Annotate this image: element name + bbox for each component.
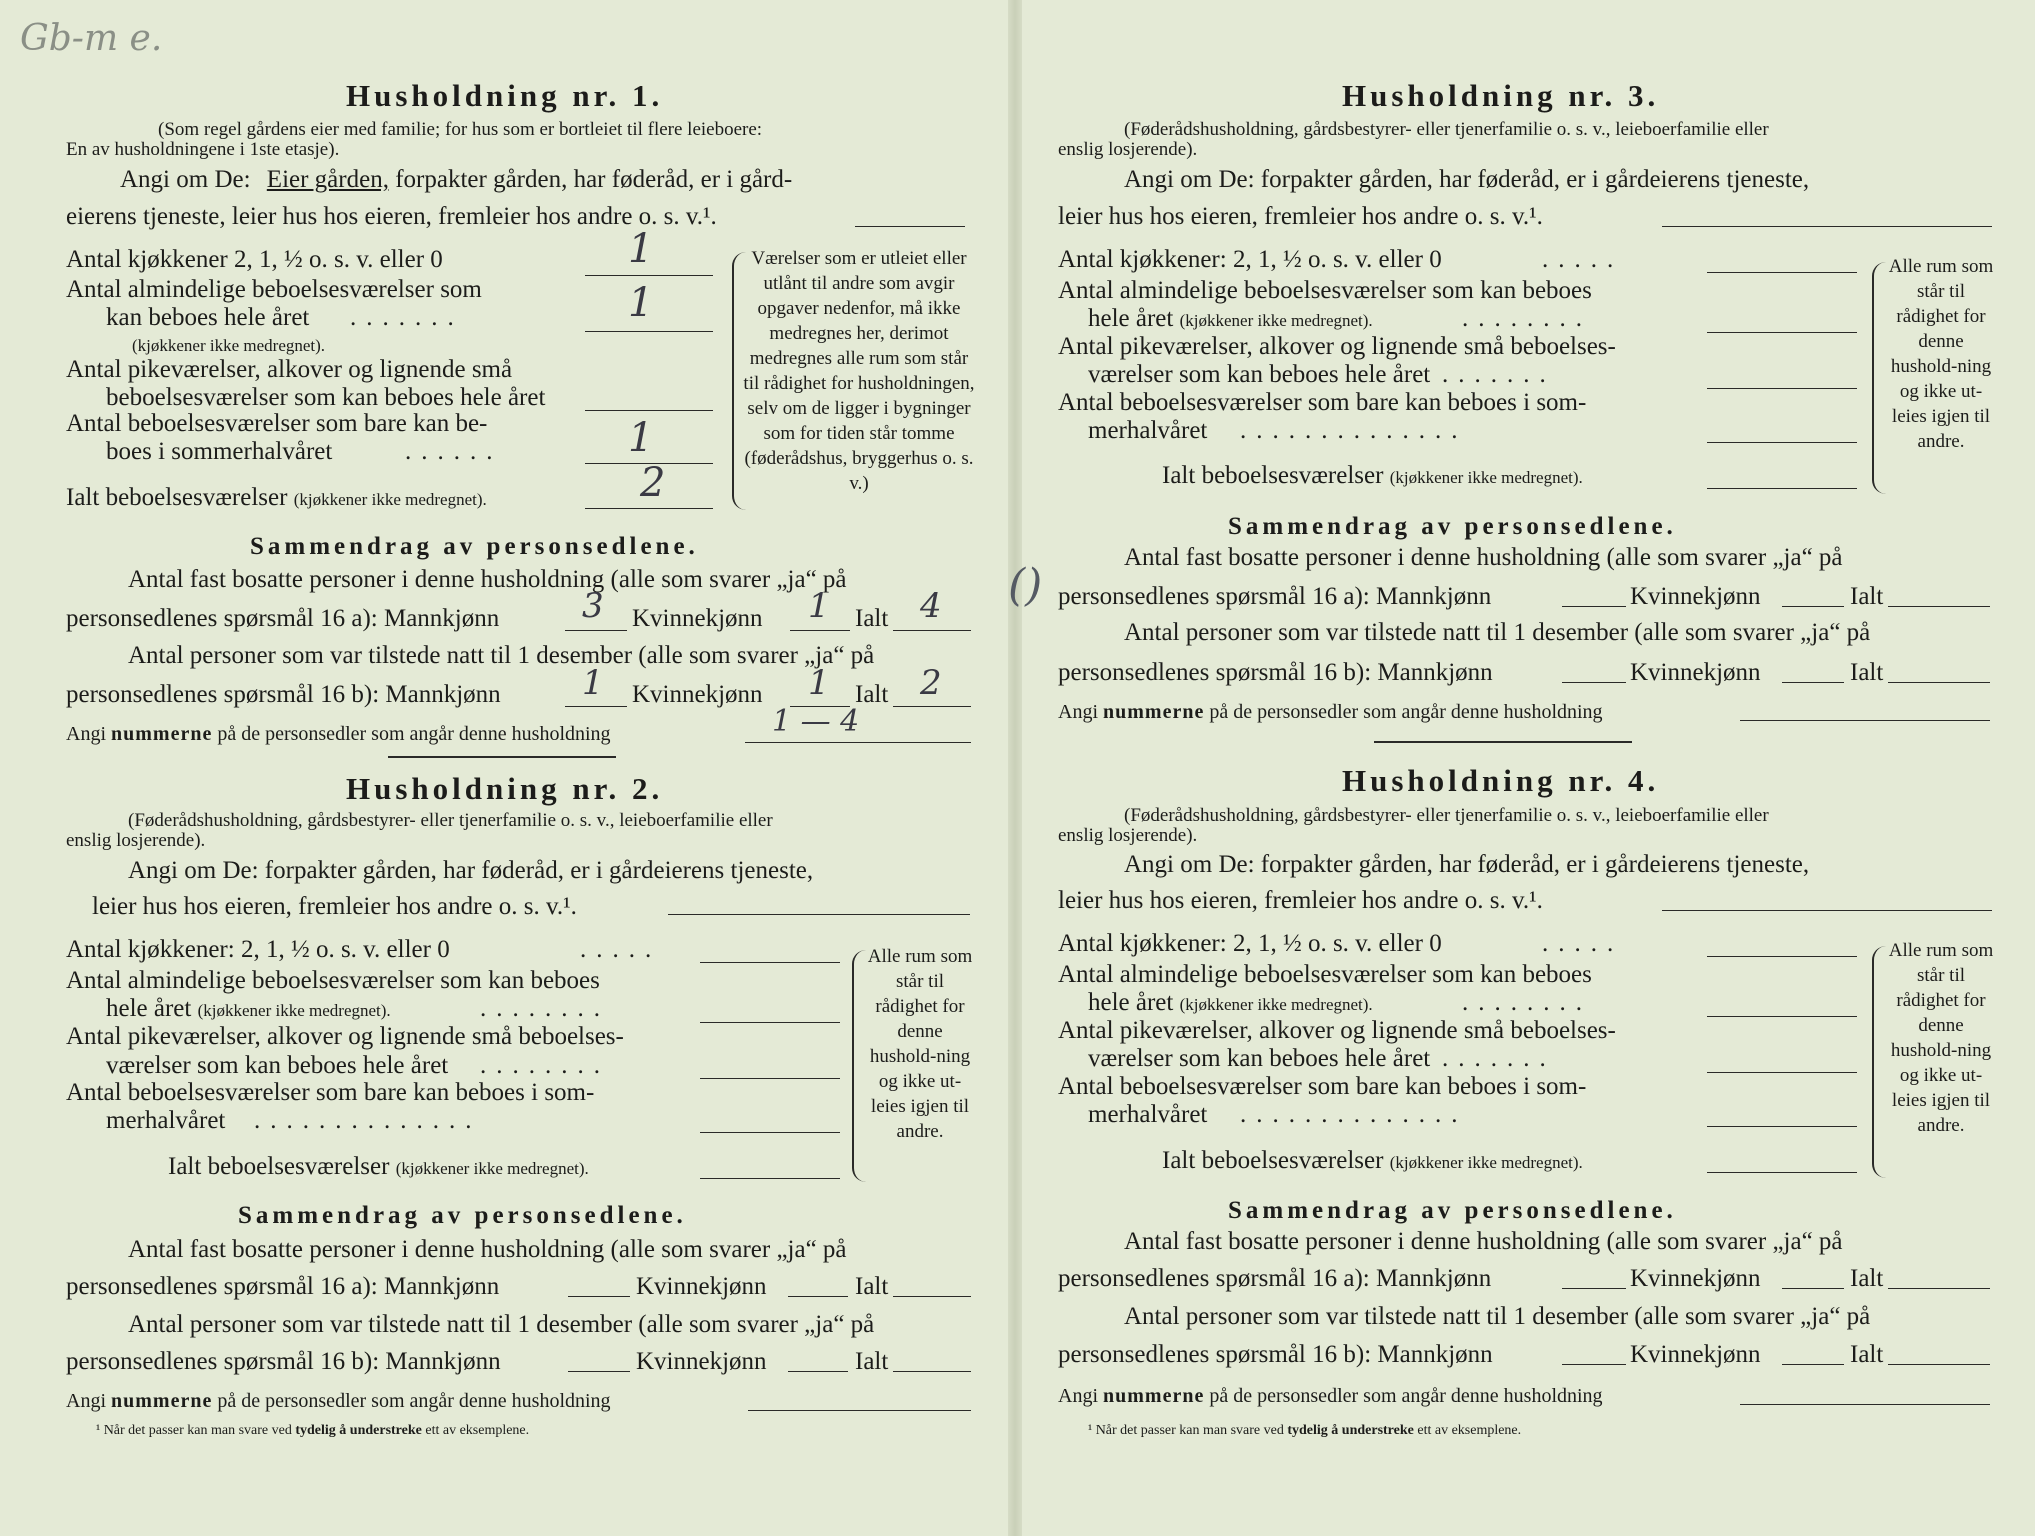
- h3-ordinary-label-1: Antal almindelige beboelsesværelser som kan beboes: [1058, 277, 1592, 304]
- h4-note-2: enslig losjerende).: [1058, 825, 1198, 846]
- h2-ordinary-label-2: hele året (kjøkkener ikke medregnet).: [106, 995, 391, 1022]
- h2-title: Husholdning nr. 2.: [346, 771, 664, 806]
- h1-summary-b-total-label: Ialt: [855, 681, 889, 708]
- h2-numbers-label: Angi nummerne på de personsedler som angår denne husholdning: [66, 1390, 611, 1412]
- h2-small-label-1: Antal pikeværelser, alkover og lignende små beboelses-: [66, 1023, 624, 1050]
- h2-small-label-2: værelser som kan beboes hele året: [106, 1052, 449, 1079]
- h4-ordinary-label-1: Antal almindelige beboelsesværelser som kan beboes: [1058, 961, 1592, 988]
- h4-summary-b-total-label: Ialt: [1850, 1341, 1884, 1368]
- h2-summer-label-1: Antal beboelsesværelser som bare kan beboes i som-: [66, 1079, 595, 1106]
- h2-ordinary-label-1: Antal almindelige beboelsesværelser som kan beboes: [66, 967, 600, 994]
- h4-summary-a-total-label: Ialt: [1850, 1265, 1884, 1292]
- h1-summary-a-line-2: personsedlenes spørsmål 16 a): Mannkjønn: [66, 605, 500, 632]
- h1-b-male-value: 1: [582, 663, 604, 703]
- h3-angi-line-1: Angi om De: forpakter gården, har føderåd, er i gårdeierens tjeneste,: [1124, 166, 1810, 193]
- h2-side-brace: [852, 950, 866, 1182]
- h1-summary-a-total-label: Ialt: [855, 605, 889, 632]
- h1-a-total-value: 4: [920, 586, 942, 626]
- h1-numbers-value: 1 — 4: [772, 704, 860, 739]
- h4-kitchens-label: Antal kjøkkener: 2, 1, ½ o. s. v. eller 0: [1058, 930, 1442, 957]
- h1-ordinary-note: (kjøkkener ikke medregnet).: [132, 336, 326, 355]
- h2-summary-b-female-label: Kvinnekjønn: [636, 1348, 767, 1375]
- h3-summary-b-line-2: personsedlenes spørsmål 16 b): Mannkjønn: [1058, 659, 1493, 686]
- h4-summary-a-line-2: personsedlenes spørsmål 16 a): Mannkjønn: [1058, 1265, 1492, 1292]
- h1-small-label-1: Antal pikeværelser, alkover og lignende små: [66, 356, 513, 383]
- h1-summer-label-1: Antal beboelsesværelser som bare kan be-: [66, 410, 488, 437]
- h1-angi-rest: forpakter gården, har føderåd, er i gård-: [395, 166, 793, 193]
- h2-summary-a-female-label: Kvinnekjønn: [636, 1273, 767, 1300]
- h3-summary-b-female-label: Kvinnekjønn: [1630, 659, 1761, 686]
- h2-summary-a-line-1: Antal fast bosatte personer i denne husholdning (alle som svarer „ja“ på: [128, 1236, 847, 1263]
- h3-ordinary-label-2: hele året (kjøkkener ikke medregnet).: [1088, 305, 1373, 332]
- h4-summary-title: Sammendrag av personsedlene.: [1228, 1197, 1677, 1224]
- h2-summary-a-total-label: Ialt: [855, 1273, 889, 1300]
- h3-note-2: enslig losjerende).: [1058, 139, 1198, 160]
- h3-title: Husholdning nr. 3.: [1342, 78, 1660, 113]
- h4-summary-b-line-2: personsedlenes spørsmål 16 b): Mannkjønn: [1058, 1341, 1493, 1368]
- h3-side-note: Alle rum som står til rådighet for denne hushold-ning og ikke ut-leies igjen til andre.: [1888, 256, 1994, 452]
- h1-angi-line-1: [120, 166, 792, 194]
- h3-side-brace: [1872, 262, 1886, 494]
- h2-kitchens-label: Antal kjøkkener: 2, 1, ½ o. s. v. eller 0: [66, 936, 450, 963]
- h1-total-label: Ialt beboelsesværelser (kjøkkener ikke medregnet).: [66, 484, 487, 511]
- h3-note-1: (Føderådshusholdning, gårdsbestyrer- eller tjenerfamilie o. s. v., leieboerfamilie eller: [1124, 119, 1769, 140]
- h1-kitchens-label: Antal kjøkkener 2, 1, ½ o. s. v. eller 0: [66, 246, 443, 273]
- h1-angi-selected: Eier gården,: [266, 166, 389, 193]
- h4-small-label-1: Antal pikeværelser, alkover og lignende små beboelses-: [1058, 1017, 1616, 1044]
- h3-summary-a-line-2: personsedlenes spørsmål 16 a): Mannkjønn: [1058, 583, 1492, 610]
- h3-summary-b-line-1: Antal personer som var tilstede natt til 1 desember (alle som svarer „ja“ på: [1124, 619, 1871, 646]
- h4-angi-line-2: leier hus hos eieren, fremleier hos andre o. s. v.¹.: [1058, 887, 1543, 914]
- h2-summary-a-line-2: personsedlenes spørsmål 16 a): Mannkjønn: [66, 1273, 500, 1300]
- h3-summary-b-total-label: Ialt: [1850, 659, 1884, 686]
- h3-summer-label-2: merhalvåret: [1088, 417, 1208, 444]
- h4-side-note: Alle rum som står til rådighet for denne hushold-ning og ikke ut-leies igjen til andre.: [1888, 940, 1994, 1136]
- h3-summary-a-total-label: Ialt: [1850, 583, 1884, 610]
- h1-summary-b-line-2: personsedlenes spørsmål 16 b): Mannkjønn: [66, 681, 501, 708]
- h3-summary-title: Sammendrag av personsedlene.: [1228, 513, 1677, 540]
- h1-angi-prefix: Angi om De:: [120, 166, 251, 193]
- h1-ordinary-value: 1: [628, 280, 654, 326]
- h2-note-1: (Føderådshusholdning, gårdsbestyrer- eller tjenerfamilie o. s. v., leieboerfamilie eller: [128, 810, 773, 831]
- h2-footnote: ¹ Når det passer kan man svare ved tydelig å understreke ett av eksemplene.: [96, 1423, 530, 1438]
- h1-a-female-value: 1: [808, 586, 830, 626]
- h1-summer-value: 1: [628, 415, 654, 461]
- h2-summer-label-2: merhalvåret: [106, 1107, 226, 1134]
- h2-note-2: enslig losjerende).: [66, 830, 206, 851]
- h2-summary-b-line-2: personsedlenes spørsmål 16 b): Mannkjønn: [66, 1348, 501, 1375]
- h1-b-female-value: 1: [808, 663, 830, 703]
- h2-angi-line-2: leier hus hos eieren, fremleier hos andre o. s. v.¹.: [92, 893, 577, 920]
- h3-numbers-label: Angi nummerne på de personsedler som angår denne husholdning: [1058, 701, 1603, 723]
- h4-angi-line-1: Angi om De: forpakter gården, har føderåd, er i gårdeierens tjeneste,: [1124, 851, 1810, 878]
- h3-summer-label-1: Antal beboelsesværelser som bare kan beboes i som-: [1058, 389, 1587, 416]
- h1-note-1: (Som regel gårdens eier med familie; for hus som er bortleiet til flere leieboere:: [158, 119, 763, 140]
- h1-kitchens-value: 1: [628, 226, 654, 272]
- h3-angi-line-2: leier hus hos eieren, fremleier hos andre o. s. v.¹.: [1058, 203, 1543, 230]
- margin-mark: (): [1008, 560, 1043, 611]
- h4-side-brace: [1872, 946, 1886, 1178]
- h4-summary-b-line-1: Antal personer som var tilstede natt til 1 desember (alle som svarer „ja“ på: [1124, 1303, 1871, 1330]
- h2-angi-line-1: Angi om De: forpakter gården, har føderåd, er i gårdeierens tjeneste,: [128, 857, 814, 884]
- h4-summary-b-female-label: Kvinnekjønn: [1630, 1341, 1761, 1368]
- h4-summary-a-line-1: Antal fast bosatte personer i denne husholdning (alle som svarer „ja“ på: [1124, 1228, 1843, 1255]
- h4-title: Husholdning nr. 4.: [1342, 763, 1660, 798]
- h4-small-label-2: værelser som kan beboes hele året: [1088, 1045, 1431, 1072]
- h4-numbers-label: Angi nummerne på de personsedler som angår denne husholdning: [1058, 1385, 1603, 1407]
- h2-summary-b-line-1: Antal personer som var tilstede natt til 1 desember (alle som svarer „ja“ på: [128, 1311, 875, 1338]
- h4-note-1: (Føderådshusholdning, gårdsbestyrer- eller tjenerfamilie o. s. v., leieboerfamilie eller: [1124, 805, 1769, 826]
- h1-summary-b-line-1: Antal personer som var tilstede natt til 1 desember (alle som svarer „ja“ på: [128, 642, 875, 669]
- h4-summer-label-2: merhalvåret: [1088, 1101, 1208, 1128]
- h2-total-label: Ialt beboelsesværelser (kjøkkener ikke medregnet).: [168, 1153, 589, 1180]
- h3-summary-a-female-label: Kvinnekjønn: [1630, 583, 1761, 610]
- h1-numbers-label: Angi nummerne på de personsedler som angår denne husholdning: [66, 723, 611, 745]
- h4-ordinary-label-2: hele året (kjøkkener ikke medregnet).: [1088, 989, 1373, 1016]
- h2-side-note: Alle rum som står til rådighet for denne hushold-ning og ikke ut-leies igjen til andre.: [867, 946, 973, 1142]
- h3-total-label: Ialt beboelsesværelser (kjøkkener ikke medregnet).: [1162, 462, 1583, 489]
- h3-small-label-2: værelser som kan beboes hele året: [1088, 361, 1431, 388]
- h1-summer-label-2: boes i sommerhalvåret: [106, 438, 333, 465]
- h1-summary-b-female-label: Kvinnekjønn: [632, 681, 763, 708]
- h2-summary-title: Sammendrag av personsedlene.: [238, 1202, 687, 1229]
- h1-note-2: En av husholdningene i 1ste etasje).: [66, 139, 340, 160]
- h3-kitchens-label: Antal kjøkkener: 2, 1, ½ o. s. v. eller 0: [1058, 246, 1442, 273]
- h2-summary-b-total-label: Ialt: [855, 1348, 889, 1375]
- h1-angi-line-2: eierens tjeneste, leier hus hos eieren, fremleier hos andre o. s. v.¹.: [66, 203, 717, 230]
- h1-title: Husholdning nr. 1.: [346, 78, 664, 113]
- h1-small-label-2: beboelsesværelser som kan beboes hele året: [106, 384, 546, 411]
- h1-total-value: 2: [640, 460, 666, 506]
- h1-b-total-value: 2: [920, 663, 942, 703]
- h1-ordinary-label-2: kan beboes hele året: [106, 304, 310, 331]
- right-page: Husholdning nr. 3. (Føderådshusholdning, gårdsbestyrer- eller tjenerfamilie o. s. v., leieboerfamilie eller enslig losjerende). Angi om De: forpakter gården, har føderåd, er i gårdeierens tjeneste, leier hus hos eieren, fremleier hos andre o. s. v.¹. () Antal kjøkkener: 2, 1, ½ o. s. v. eller 0 ..... Antal almindelige beboelsesværelser som kan beboes hele året (kjøkkener ikke medregnet). ........ Antal pikeværelser, alkover og lignende små beboelses- værelser som kan beboes hele året ....... Antal beboelsesværelser som bare kan beboes i som- merhalvåret .............. Ialt beboelsesværelser (kjøkkener ikke medregnet). Alle rum som står til rådighet for denne hushold-ning og ikke ut-leies igjen til andre. Sammendrag av personsedlene. Antal fast bosatte personer i denne husholdning (alle som svarer „ja“ på personsedlenes spørsmål 16 a): Mannkjønn Kvinnekjønn Ialt Antal personer som var tilstede natt til 1 desember (alle som svarer „ja“ på personsedlenes spørsmål 16 b): Mannkjønn Kvinnekjønn Ialt Angi nummerne på de personsedler som angår denne husholdning Husholdning nr. 4. (Føderådshusholdning, gårdsbestyrer- eller tjenerfamilie o. s. v., leieboerfamilie eller enslig losjerende). Angi om De: forpakter gården, har føderåd, er i gårdeierens tjeneste, leier hus hos eieren, fremleier hos andre o. s. v.¹. Antal kjøkkener: 2, 1, ½ o. s. v. eller 0 ..... Antal almindelige beboelsesværelser som kan beboes hele året (kjøkkener ikke medregnet). ........ Antal pikeværelser, alkover og lignende små beboelses- værelser som kan beboes hele året ....... Antal beboelsesværelser som bare kan beboes i som- merhalvåret .............. Ialt beboelsesværelser (kjøkkener ikke medregnet). Alle rum som står til rådighet for denne hushold-ning og ikke ut-leies igjen til andre. Sammendrag av personsedlene. Antal fast bosatte personer i denne husholdning (alle som svarer „ja“ på personsedlenes spørsmål 16 a): Mannkjønn Kvinnekjønn Ialt Antal personer som var tilstede natt til 1 desember (alle som svarer „ja“ på personsedlenes spørsmål 16 b): Mannkjønn Kvinnekjønn Ialt Angi nummerne på de personsedler som angår denne husholdning ¹ Når det passer kan man svare ved tydelig å understreke ett av eksemplene.: [1022, 0, 2035, 1536]
- h4-footnote: ¹ Når det passer kan man svare ved tydelig å understreke ett av eksemplene.: [1088, 1423, 1522, 1438]
- left-page: Gb-m e. Husholdning nr. 1. (Som regel gårdens eier med familie; for hus som er bortleiet til flere leieboere: En av husholdningene i 1ste etasje). Angi om De: Eier gården, forpakter gården, har føderåd, er i gård- eierens tjeneste, leier hus hos eieren, fremleier hos andre o. s. v.¹. Antal kjøkkener 2, 1, ½ o. s. v. eller 0 Antal almindelige beboelsesværelser som kan beboes hele året ....... (kjøkkener ikke medregnet). Antal pikeværelser, alkover og lignende små beboelsesværelser som kan beboes hele året Antal beboelsesværelser som bare kan be- boes i sommerhalvåret ...... Ialt beboelsesværelser (kjøkkener ikke medregnet). 1 1 1 2 Værelser som er utleiet eller utlånt til andre som avgir opgaver nedenfor, må ikke medregnes her, derimot medregnes alle rum som står til rådighet for husholdningen, selv om de ligger i bygninger som for tiden står tomme (føderådshus, bryggerhus o. s. v.) Sammendrag av personsedlene. Antal fast bosatte personer i denne husholdning (alle som svarer „ja“ på personsedlenes spørsmål 16 a): Mannkjønn Kvinnekjønn Ialt 3 1 4 Antal personer som var tilstede natt til 1 desember (alle som svarer „ja“ på personsedlenes spørsmål 16 b): Mannkjønn Kvinnekjønn Ialt 1 1 2 Angi nummerne på de personsedler som angår denne husholdning 1 — 4 Husholdning nr. 2. (Føderådshusholdning, gårdsbestyrer- eller tjenerfamilie o. s. v., leieboerfamilie eller enslig losjerende). Angi om De: forpakter gården, har føderåd, er i gårdeierens tjeneste, leier hus hos eieren, fremleier hos andre o. s. v.¹. Antal kjøkkener: 2, 1, ½ o. s. v. eller 0 ..... Antal almindelige beboelsesværelser som kan beboes hele året (kjøkkener ikke medregnet). ........ Antal pikeværelser, alkover og lignende små beboelses- værelser som kan beboes hele året ........ Antal beboelsesværelser som bare kan beboes i som- merhalvåret .............. Ialt beboelsesværelser (kjøkkener ikke medregnet). Alle rum som står til rådighet for denne hushold-ning og ikke ut-leies igjen til andre. Sammendrag av personsedlene. Antal fast bosatte personer i denne husholdning (alle som svarer „ja“ på personsedlenes spørsmål 16 a): Mannkjønn Kvinnekjønn Ialt Antal personer som var tilstede natt til 1 desember (alle som svarer „ja“ på personsedlenes spørsmål 16 b): Mannkjønn Kvinnekjønn Ialt Angi nummerne på de personsedler som angår denne husholdning ¹ Når det passer kan man svare ved tydelig å understreke ett av eksemplene.: [20, 18, 975, 1438]
- h1-summary-a-female-label: Kvinnekjønn: [632, 605, 763, 632]
- h1-ordinary-label-1: Antal almindelige beboelsesværelser som: [66, 276, 482, 303]
- h1-summary-title: Sammendrag av personsedlene.: [250, 533, 699, 560]
- h3-summary-a-line-1: Antal fast bosatte personer i denne husholdning (alle som svarer „ja“ på: [1124, 544, 1843, 571]
- h1-a-male-value: 3: [582, 586, 604, 626]
- h4-summer-label-1: Antal beboelsesværelser som bare kan beboes i som-: [1058, 1073, 1587, 1100]
- h1-summary-a-line-1: Antal fast bosatte personer i denne husholdning (alle som svarer „ja“ på: [128, 566, 847, 593]
- h4-summary-a-female-label: Kvinnekjønn: [1630, 1265, 1761, 1292]
- h4-total-label: Ialt beboelsesværelser (kjøkkener ikke medregnet).: [1162, 1147, 1583, 1174]
- pencil-note: Gb-m e.: [20, 18, 163, 59]
- h3-small-label-1: Antal pikeværelser, alkover og lignende små beboelses-: [1058, 333, 1616, 360]
- h1-side-note: Værelser som er utleiet eller utlånt til andre som avgir opgaver nedenfor, må ikke medregnes her, derimot medregnes alle rum som står til rådighet for husholdningen, selv om de ligger i bygninger som for tiden står tomme (føderådshus, bryggerhus o. s. v.): [743, 248, 975, 494]
